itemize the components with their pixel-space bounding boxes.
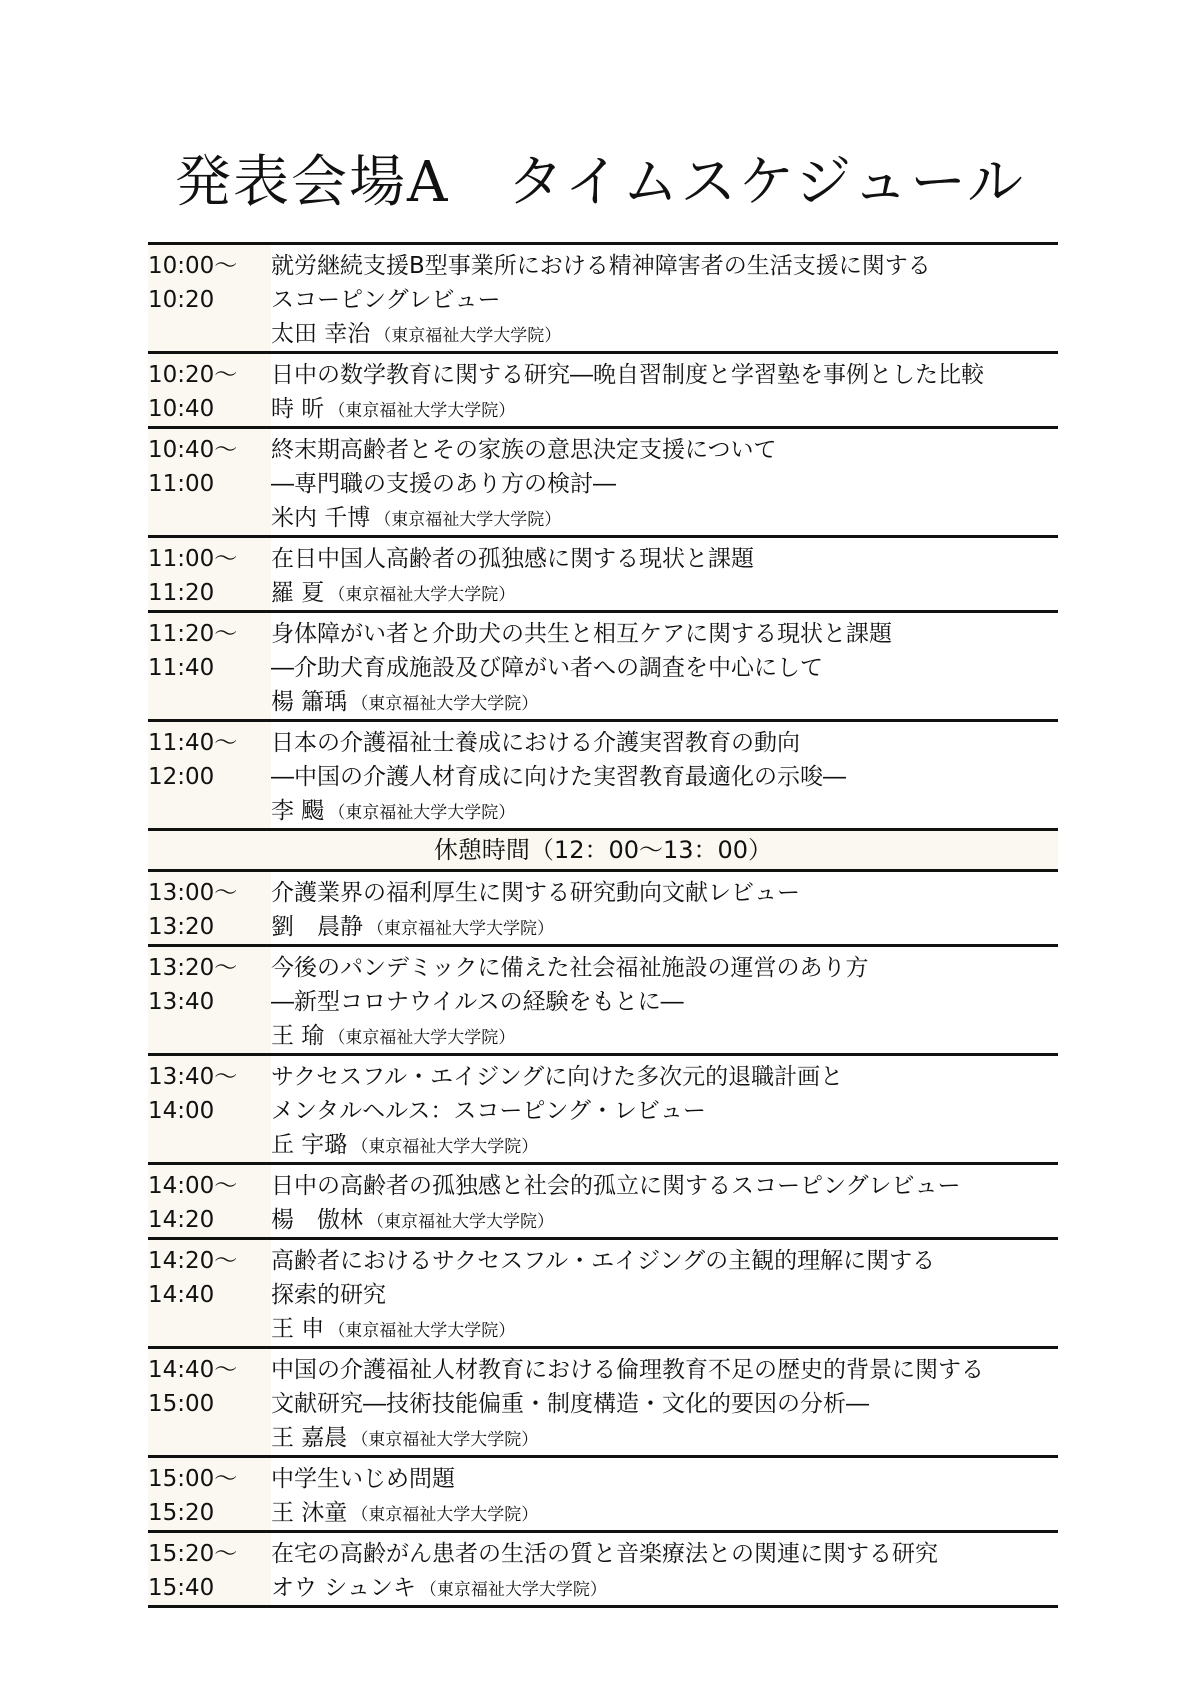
- start-time: 11:40～: [148, 730, 238, 756]
- speaker-affiliation: （東京福祉大学大学院）: [367, 1212, 554, 1232]
- start-time: 13:40～: [148, 1064, 238, 1090]
- time-cell: [148, 1533, 271, 1605]
- end-time: 15:20: [148, 1500, 215, 1526]
- speaker-line: [271, 1128, 1058, 1162]
- speaker-name: 時 昕: [271, 396, 325, 422]
- session-content: [271, 722, 1058, 828]
- talk-title-line: ―専門職の支援のあり方の検討―: [271, 471, 616, 497]
- end-time: 14:40: [148, 1282, 215, 1308]
- start-time: 14:20～: [148, 1248, 238, 1274]
- session-content: [271, 354, 1058, 426]
- session-row: [148, 535, 1058, 610]
- end-time: 10:20: [148, 287, 215, 313]
- session-content: [271, 429, 1058, 535]
- speaker-affiliation: （東京福祉大学大学院）: [419, 1580, 607, 1600]
- speaker-line: [271, 685, 1058, 719]
- talk-title-line: 在宅の高齢がん患者の生活の質と音楽療法との関連に関する研究: [271, 1541, 938, 1567]
- talk-title-line: 介護業界の福利厚生に関する研究動向文献レビュー: [271, 880, 800, 906]
- time-cell: [148, 872, 271, 944]
- speaker-name: 米内 千博: [271, 505, 371, 531]
- end-time: 14:20: [148, 1207, 215, 1233]
- talk-title-line: サクセスフル・エイジングに向けた多次元的退職計画と: [271, 1064, 844, 1090]
- session-row: [148, 1237, 1058, 1346]
- speaker-affiliation: （東京福祉大学大学院）: [328, 1321, 516, 1341]
- talk-title-line: 今後のパンデミックに備えた社会福祉施設の運営のあり方: [271, 955, 869, 981]
- start-time: 11:20～: [148, 621, 238, 647]
- time-cell: [148, 538, 271, 610]
- session-content: [271, 1056, 1058, 1162]
- session-content: [271, 613, 1058, 719]
- end-time: 13:20: [148, 914, 215, 940]
- speaker-line: [271, 576, 1058, 610]
- time-cell: [148, 1165, 271, 1237]
- session-content: [271, 947, 1058, 1053]
- speaker-line: [271, 317, 1058, 351]
- session-content: [271, 1240, 1058, 1346]
- talk-title-line: 就労継続支援B型事業所における精神障害者の生活支援に関する: [271, 253, 931, 279]
- speaker-line: [271, 501, 1058, 535]
- end-time: 12:00: [148, 764, 215, 790]
- end-time: 10:40: [148, 396, 215, 422]
- time-cell: [148, 1056, 271, 1162]
- talk-title-line: 文献研究―技術技能偏重・制度構造・文化的要因の分析―: [271, 1391, 869, 1417]
- speaker-name: 王 申: [271, 1316, 325, 1342]
- talk-title-line: 日中の数学教育に関する研究―晩自習制度と学習塾を事例とした比較: [271, 362, 984, 388]
- session-content: [271, 872, 1058, 944]
- speaker-affiliation: （東京福祉大学大学院）: [328, 803, 516, 823]
- time-cell: [148, 1240, 271, 1346]
- talk-title-line: メンタルヘルス：スコーピング・レビュー: [271, 1098, 706, 1124]
- start-time: 11:00～: [148, 546, 238, 572]
- session-row: [148, 426, 1058, 535]
- end-time: 15:40: [148, 1575, 215, 1601]
- talk-title-line: ―介助犬育成施設及び障がい者への調査を中心にして: [271, 655, 823, 681]
- talk-title-line: 日本の介護福祉士養成における介護実習教育の動向: [271, 730, 800, 756]
- talk-title-line: 日中の高齢者の孤独感と社会的孤立に関するスコーピングレビュー: [271, 1173, 961, 1199]
- session-row: [148, 719, 1058, 828]
- start-time: 13:20～: [148, 955, 238, 981]
- speaker-line: [271, 1571, 1058, 1605]
- end-time: 14:00: [148, 1098, 215, 1124]
- session-row: [148, 1053, 1058, 1162]
- speaker-name: 羅 夏: [271, 580, 325, 606]
- time-cell: [148, 947, 271, 1053]
- start-time: 14:40～: [148, 1357, 238, 1383]
- time-cell: [148, 1458, 271, 1530]
- speaker-line: [271, 392, 1058, 426]
- speaker-line: [271, 1496, 1058, 1530]
- start-time: 14:00～: [148, 1173, 238, 1199]
- speaker-affiliation: （東京福祉大学大学院）: [374, 510, 562, 530]
- session-row: [148, 1455, 1058, 1530]
- session-content: [271, 1165, 1058, 1237]
- speaker-affiliation: （東京福祉大学大学院）: [351, 1137, 539, 1157]
- speaker-line: [271, 1203, 1058, 1237]
- end-time: 11:00: [148, 471, 215, 497]
- session-row: [148, 242, 1058, 351]
- talk-title-line: ―中国の介護人材育成に向けた実習教育最適化の示唆―: [271, 764, 846, 790]
- speaker-line: [271, 1019, 1058, 1053]
- session-content: [271, 1458, 1058, 1530]
- speaker-affiliation: （東京福祉大学大学院）: [367, 919, 554, 939]
- time-cell: [148, 722, 271, 828]
- speaker-name: 楊 簫瑀: [271, 689, 348, 715]
- session-row: [148, 869, 1058, 944]
- talk-title-line: 身体障がい者と介助犬の共生と相互ケアに関する現状と課題: [271, 621, 892, 647]
- speaker-name: 太田 幸治: [271, 321, 371, 347]
- start-time: 10:40～: [148, 437, 238, 463]
- session-content: [271, 245, 1058, 351]
- talk-title-line: 高齢者におけるサクセスフル・エイジングの主観的理解に関する: [271, 1248, 936, 1274]
- speaker-name: 王 沐童: [271, 1500, 348, 1526]
- speaker-name: 王 嘉晨: [271, 1425, 348, 1451]
- talk-title-line: 探索的研究: [271, 1282, 386, 1308]
- speaker-affiliation: （東京福祉大学大学院）: [328, 585, 516, 605]
- time-cell: [148, 613, 271, 719]
- end-time: 15:00: [148, 1391, 215, 1417]
- time-cell: [148, 354, 271, 426]
- session-row: [148, 1162, 1058, 1237]
- talk-title-line: 中国の介護福祉人材教育における倫理教育不足の歴史的背景に関する: [271, 1357, 984, 1383]
- time-cell: [148, 429, 271, 535]
- speaker-line: [271, 910, 1058, 944]
- start-time: 10:00～: [148, 253, 238, 279]
- session-row: [148, 1530, 1058, 1605]
- speaker-affiliation: （東京福祉大学大学院）: [374, 326, 562, 346]
- time-cell: [148, 1349, 271, 1455]
- schedule-table: [148, 242, 1058, 1608]
- start-time: 13:00～: [148, 880, 238, 906]
- speaker-affiliation: （東京福祉大学大学院）: [328, 401, 516, 421]
- end-time: 13:40: [148, 989, 215, 1015]
- speaker-line: [271, 1312, 1058, 1346]
- speaker-affiliation: （東京福祉大学大学院）: [351, 694, 539, 714]
- speaker-line: [271, 794, 1058, 828]
- speaker-name: 楊 傲林: [271, 1207, 363, 1233]
- end-time: 11:40: [148, 655, 215, 681]
- talk-title-line: 中学生いじめ問題: [271, 1466, 455, 1492]
- speaker-name: 劉 晨静: [271, 914, 363, 940]
- talk-title-line: スコーピングレビュー: [271, 287, 501, 313]
- end-time: 11:20: [148, 580, 215, 606]
- speaker-name: 丘 宇璐: [271, 1132, 348, 1158]
- speaker-affiliation: （東京福祉大学大学院）: [328, 1028, 516, 1048]
- talk-title-line: 在日中国人高齢者の孤独感に関する現状と課題: [271, 546, 754, 572]
- start-time: 10:20～: [148, 362, 238, 388]
- start-time: 15:20～: [148, 1541, 238, 1567]
- session-content: [271, 1533, 1058, 1605]
- session-row: [148, 944, 1058, 1053]
- session-row: [148, 1346, 1058, 1455]
- session-row: [148, 610, 1058, 719]
- break-row: 休憩時間（12：00～13：00）: [148, 828, 1058, 869]
- speaker-affiliation: （東京福祉大学大学院）: [351, 1505, 539, 1525]
- session-content: [271, 1349, 1058, 1455]
- session-row: [148, 351, 1058, 426]
- time-cell: [148, 245, 271, 351]
- talk-title-line: ―新型コロナウイルスの経験をもとに―: [271, 989, 684, 1015]
- session-content: [271, 538, 1058, 610]
- speaker-affiliation: （東京福祉大学大学院）: [351, 1430, 539, 1450]
- page-title: 発表会場A タイムスケジュール: [175, 150, 1025, 215]
- speaker-line: [271, 1421, 1058, 1455]
- speaker-name: 李 颺: [271, 798, 325, 824]
- speaker-name: オウ シュンキ: [271, 1575, 416, 1601]
- start-time: 15:00～: [148, 1466, 238, 1492]
- talk-title-line: 終末期高齢者とその家族の意思決定支援について: [271, 437, 777, 463]
- speaker-name: 王 瑜: [271, 1023, 325, 1049]
